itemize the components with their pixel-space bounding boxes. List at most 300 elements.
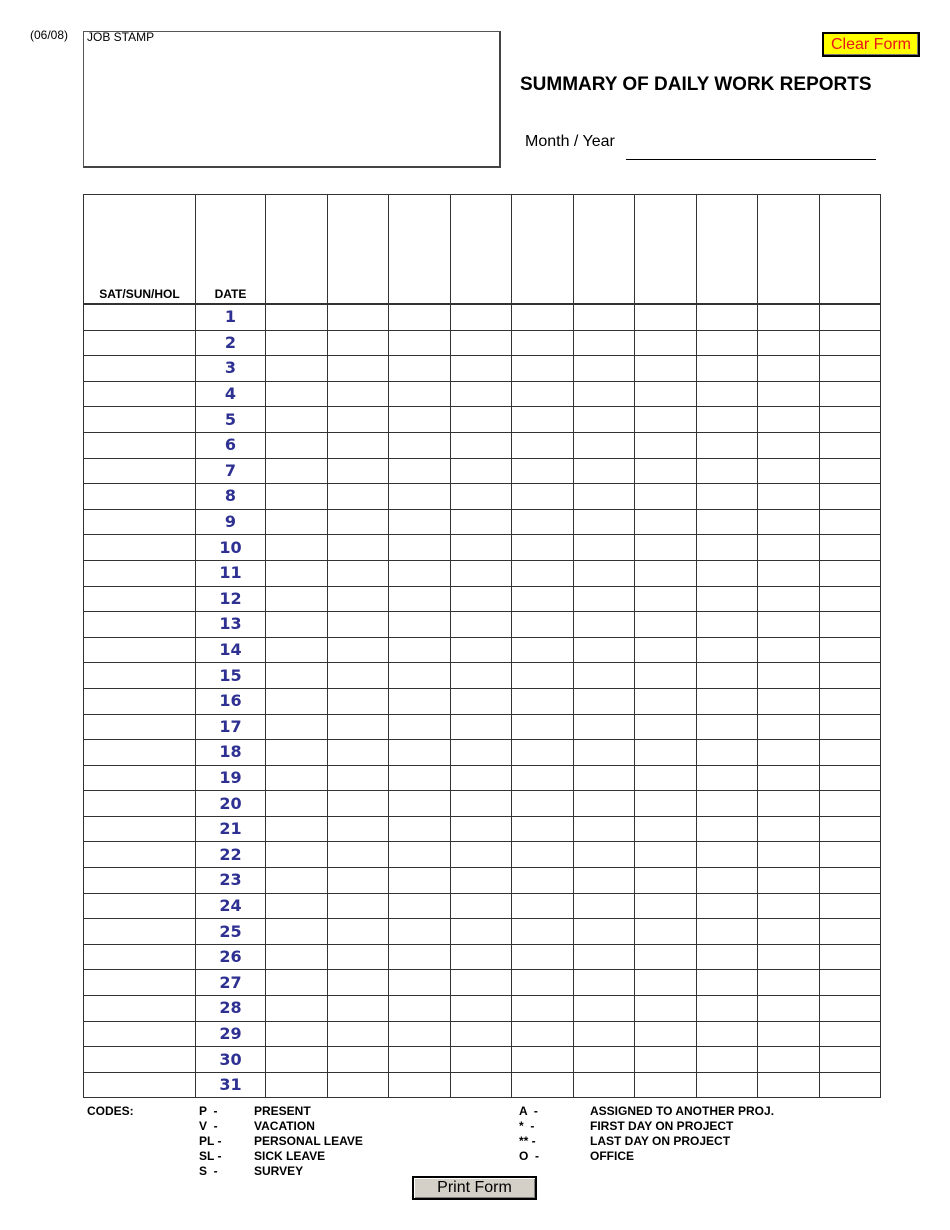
entry-cell[interactable] — [758, 509, 820, 535]
entry-cell[interactable] — [327, 714, 389, 740]
entry-cell[interactable] — [327, 586, 389, 612]
entry-cell[interactable] — [696, 484, 758, 510]
entry-cell[interactable] — [327, 944, 389, 970]
entry-cell[interactable] — [512, 868, 574, 894]
entry-cell[interactable] — [758, 637, 820, 663]
entry-cell[interactable] — [758, 586, 820, 612]
entry-cell[interactable] — [573, 432, 635, 458]
job-stamp-box[interactable] — [83, 31, 501, 168]
entry-cell[interactable] — [819, 919, 881, 945]
entry-cell[interactable] — [512, 432, 574, 458]
entry-cell[interactable] — [327, 432, 389, 458]
sat-sun-hol-cell[interactable] — [84, 765, 196, 791]
entry-cell[interactable] — [696, 381, 758, 407]
sat-sun-hol-cell[interactable] — [84, 714, 196, 740]
entry-cell[interactable] — [389, 330, 451, 356]
entry-cell[interactable] — [327, 816, 389, 842]
entry-cell[interactable] — [819, 381, 881, 407]
entry-cell[interactable] — [450, 637, 512, 663]
entry-cell[interactable] — [819, 407, 881, 433]
entry-cell[interactable] — [512, 381, 574, 407]
entry-cell[interactable] — [696, 1072, 758, 1098]
entry-cell[interactable] — [635, 304, 697, 330]
entry-cell[interactable] — [696, 740, 758, 766]
entry-cell[interactable] — [696, 509, 758, 535]
entry-cell[interactable] — [512, 535, 574, 561]
entry-cell[interactable] — [573, 637, 635, 663]
sat-sun-hol-cell[interactable] — [84, 612, 196, 638]
entry-cell[interactable] — [696, 816, 758, 842]
entry-cell[interactable] — [389, 970, 451, 996]
entry-cell[interactable] — [512, 560, 574, 586]
entry-cell[interactable] — [389, 765, 451, 791]
entry-cell[interactable] — [758, 356, 820, 382]
entry-cell[interactable] — [573, 740, 635, 766]
sat-sun-hol-cell[interactable] — [84, 330, 196, 356]
entry-cell[interactable] — [389, 1072, 451, 1098]
entry-cell[interactable] — [327, 1021, 389, 1047]
entry-cell[interactable] — [389, 458, 451, 484]
entry-cell[interactable] — [819, 1047, 881, 1073]
entry-cell[interactable] — [573, 612, 635, 638]
entry-cell[interactable] — [635, 637, 697, 663]
entry-cell[interactable] — [635, 868, 697, 894]
entry-cell[interactable] — [327, 330, 389, 356]
entry-cell[interactable] — [266, 330, 328, 356]
entry-cell[interactable] — [758, 1072, 820, 1098]
entry-cell[interactable] — [512, 509, 574, 535]
entry-cell[interactable] — [696, 1047, 758, 1073]
entry-cell[interactable] — [635, 714, 697, 740]
entry-cell[interactable] — [758, 740, 820, 766]
entry-cell[interactable] — [696, 944, 758, 970]
entry-cell[interactable] — [327, 740, 389, 766]
entry-cell[interactable] — [450, 1047, 512, 1073]
entry-cell[interactable] — [819, 842, 881, 868]
sat-sun-hol-cell[interactable] — [84, 663, 196, 689]
entry-cell[interactable] — [635, 842, 697, 868]
entry-cell[interactable] — [512, 1021, 574, 1047]
entry-cell[interactable] — [819, 637, 881, 663]
entry-cell[interactable] — [327, 765, 389, 791]
entry-cell[interactable] — [758, 407, 820, 433]
entry-cell[interactable] — [266, 458, 328, 484]
entry-cell[interactable] — [389, 842, 451, 868]
entry-cell[interactable] — [573, 868, 635, 894]
sat-sun-hol-cell[interactable] — [84, 944, 196, 970]
entry-cell[interactable] — [327, 304, 389, 330]
entry-cell[interactable] — [512, 407, 574, 433]
entry-cell[interactable] — [573, 842, 635, 868]
entry-cell[interactable] — [327, 919, 389, 945]
entry-cell[interactable] — [635, 432, 697, 458]
entry-cell[interactable] — [573, 330, 635, 356]
sat-sun-hol-cell[interactable] — [84, 535, 196, 561]
entry-cell[interactable] — [635, 919, 697, 945]
entry-cell[interactable] — [635, 663, 697, 689]
entry-cell[interactable] — [327, 1072, 389, 1098]
entry-cell[interactable] — [512, 714, 574, 740]
entry-cell[interactable] — [635, 1047, 697, 1073]
entry-cell[interactable] — [512, 586, 574, 612]
entry-cell[interactable] — [819, 996, 881, 1022]
entry-cell[interactable] — [266, 816, 328, 842]
entry-cell[interactable] — [635, 765, 697, 791]
entry-cell[interactable] — [819, 484, 881, 510]
entry-cell[interactable] — [450, 893, 512, 919]
entry-cell[interactable] — [758, 612, 820, 638]
sat-sun-hol-cell[interactable] — [84, 688, 196, 714]
entry-cell[interactable] — [512, 765, 574, 791]
entry-cell[interactable] — [389, 996, 451, 1022]
sat-sun-hol-cell[interactable] — [84, 407, 196, 433]
entry-cell[interactable] — [758, 1021, 820, 1047]
entry-cell[interactable] — [389, 586, 451, 612]
entry-cell[interactable] — [450, 868, 512, 894]
entry-cell[interactable] — [819, 612, 881, 638]
entry-cell[interactable] — [450, 484, 512, 510]
entry-cell[interactable] — [696, 586, 758, 612]
entry-cell[interactable] — [389, 407, 451, 433]
entry-cell[interactable] — [635, 816, 697, 842]
entry-cell[interactable] — [573, 765, 635, 791]
entry-cell[interactable] — [819, 458, 881, 484]
entry-cell[interactable] — [327, 970, 389, 996]
entry-cell[interactable] — [696, 1021, 758, 1047]
sat-sun-hol-cell[interactable] — [84, 1021, 196, 1047]
entry-cell[interactable] — [573, 816, 635, 842]
entry-cell[interactable] — [389, 740, 451, 766]
entry-cell[interactable] — [696, 919, 758, 945]
entry-cell[interactable] — [266, 535, 328, 561]
entry-cell[interactable] — [573, 484, 635, 510]
entry-cell[interactable] — [512, 740, 574, 766]
entry-cell[interactable] — [573, 586, 635, 612]
entry-cell[interactable] — [696, 432, 758, 458]
entry-cell[interactable] — [389, 663, 451, 689]
entry-cell[interactable] — [512, 458, 574, 484]
entry-cell[interactable] — [758, 765, 820, 791]
entry-cell[interactable] — [573, 304, 635, 330]
entry-cell[interactable] — [266, 1021, 328, 1047]
sat-sun-hol-cell[interactable] — [84, 816, 196, 842]
entry-cell[interactable] — [635, 407, 697, 433]
entry-cell[interactable] — [819, 1072, 881, 1098]
entry-cell[interactable] — [450, 970, 512, 996]
entry-cell[interactable] — [450, 791, 512, 817]
entry-cell[interactable] — [819, 816, 881, 842]
sat-sun-hol-cell[interactable] — [84, 996, 196, 1022]
sat-sun-hol-cell[interactable] — [84, 740, 196, 766]
entry-cell[interactable] — [758, 458, 820, 484]
entry-cell[interactable] — [327, 484, 389, 510]
sat-sun-hol-cell[interactable] — [84, 970, 196, 996]
entry-cell[interactable] — [327, 637, 389, 663]
entry-cell[interactable] — [450, 509, 512, 535]
entry-cell[interactable] — [819, 535, 881, 561]
entry-cell[interactable] — [819, 740, 881, 766]
entry-cell[interactable] — [573, 1021, 635, 1047]
entry-cell[interactable] — [450, 560, 512, 586]
entry-cell[interactable] — [696, 458, 758, 484]
entry-cell[interactable] — [758, 1047, 820, 1073]
entry-cell[interactable] — [696, 970, 758, 996]
entry-cell[interactable] — [389, 919, 451, 945]
entry-cell[interactable] — [389, 304, 451, 330]
entry-cell[interactable] — [635, 560, 697, 586]
sat-sun-hol-cell[interactable] — [84, 356, 196, 382]
entry-cell[interactable] — [327, 535, 389, 561]
entry-cell[interactable] — [573, 407, 635, 433]
sat-sun-hol-cell[interactable] — [84, 1047, 196, 1073]
entry-cell[interactable] — [635, 535, 697, 561]
entry-cell[interactable] — [450, 944, 512, 970]
entry-cell[interactable] — [635, 893, 697, 919]
entry-cell[interactable] — [573, 663, 635, 689]
entry-cell[interactable] — [758, 868, 820, 894]
entry-cell[interactable] — [635, 381, 697, 407]
entry-cell[interactable] — [266, 560, 328, 586]
entry-cell[interactable] — [266, 893, 328, 919]
entry-cell[interactable] — [635, 509, 697, 535]
entry-cell[interactable] — [819, 509, 881, 535]
entry-cell[interactable] — [635, 330, 697, 356]
entry-cell[interactable] — [450, 432, 512, 458]
entry-cell[interactable] — [266, 304, 328, 330]
entry-cell[interactable] — [573, 944, 635, 970]
sat-sun-hol-cell[interactable] — [84, 560, 196, 586]
entry-cell[interactable] — [758, 816, 820, 842]
sat-sun-hol-cell[interactable] — [84, 868, 196, 894]
entry-cell[interactable] — [266, 407, 328, 433]
entry-cell[interactable] — [696, 637, 758, 663]
entry-cell[interactable] — [327, 996, 389, 1022]
entry-cell[interactable] — [758, 304, 820, 330]
entry-cell[interactable] — [327, 842, 389, 868]
entry-cell[interactable] — [758, 714, 820, 740]
entry-cell[interactable] — [635, 970, 697, 996]
entry-cell[interactable] — [696, 868, 758, 894]
entry-cell[interactable] — [819, 970, 881, 996]
entry-cell[interactable] — [389, 1021, 451, 1047]
entry-cell[interactable] — [635, 1072, 697, 1098]
entry-cell[interactable] — [266, 791, 328, 817]
sat-sun-hol-cell[interactable] — [84, 1072, 196, 1098]
entry-cell[interactable] — [327, 688, 389, 714]
entry-cell[interactable] — [696, 996, 758, 1022]
entry-cell[interactable] — [758, 560, 820, 586]
entry-cell[interactable] — [696, 688, 758, 714]
entry-cell[interactable] — [266, 714, 328, 740]
entry-cell[interactable] — [389, 637, 451, 663]
entry-cell[interactable] — [573, 688, 635, 714]
entry-cell[interactable] — [512, 330, 574, 356]
entry-cell[interactable] — [635, 1021, 697, 1047]
sat-sun-hol-cell[interactable] — [84, 432, 196, 458]
entry-cell[interactable] — [389, 1047, 451, 1073]
entry-cell[interactable] — [450, 612, 512, 638]
entry-cell[interactable] — [758, 970, 820, 996]
entry-cell[interactable] — [266, 484, 328, 510]
entry-cell[interactable] — [266, 432, 328, 458]
entry-cell[interactable] — [573, 919, 635, 945]
entry-cell[interactable] — [819, 356, 881, 382]
entry-cell[interactable] — [635, 791, 697, 817]
entry-cell[interactable] — [450, 356, 512, 382]
entry-cell[interactable] — [758, 688, 820, 714]
entry-cell[interactable] — [635, 996, 697, 1022]
entry-cell[interactable] — [266, 356, 328, 382]
sat-sun-hol-cell[interactable] — [84, 381, 196, 407]
entry-cell[interactable] — [266, 663, 328, 689]
entry-cell[interactable] — [696, 356, 758, 382]
entry-cell[interactable] — [512, 919, 574, 945]
entry-cell[interactable] — [819, 304, 881, 330]
entry-cell[interactable] — [512, 688, 574, 714]
entry-cell[interactable] — [512, 612, 574, 638]
entry-cell[interactable] — [512, 944, 574, 970]
entry-cell[interactable] — [696, 560, 758, 586]
entry-cell[interactable] — [635, 458, 697, 484]
entry-cell[interactable] — [389, 868, 451, 894]
entry-cell[interactable] — [819, 432, 881, 458]
sat-sun-hol-cell[interactable] — [84, 484, 196, 510]
entry-cell[interactable] — [266, 740, 328, 766]
entry-cell[interactable] — [696, 893, 758, 919]
entry-cell[interactable] — [635, 612, 697, 638]
entry-cell[interactable] — [450, 765, 512, 791]
entry-cell[interactable] — [635, 356, 697, 382]
entry-cell[interactable] — [512, 484, 574, 510]
entry-cell[interactable] — [450, 996, 512, 1022]
entry-cell[interactable] — [573, 791, 635, 817]
entry-cell[interactable] — [758, 432, 820, 458]
entry-cell[interactable] — [389, 612, 451, 638]
entry-cell[interactable] — [389, 535, 451, 561]
entry-cell[interactable] — [327, 893, 389, 919]
entry-cell[interactable] — [266, 868, 328, 894]
entry-cell[interactable] — [696, 304, 758, 330]
clear-form-button[interactable]: Clear Form — [822, 32, 920, 57]
entry-cell[interactable] — [512, 663, 574, 689]
entry-cell[interactable] — [696, 765, 758, 791]
entry-cell[interactable] — [819, 791, 881, 817]
entry-cell[interactable] — [266, 970, 328, 996]
entry-cell[interactable] — [389, 944, 451, 970]
entry-cell[interactable] — [819, 663, 881, 689]
entry-cell[interactable] — [389, 484, 451, 510]
entry-cell[interactable] — [450, 740, 512, 766]
entry-cell[interactable] — [389, 560, 451, 586]
entry-cell[interactable] — [758, 381, 820, 407]
entry-cell[interactable] — [327, 356, 389, 382]
entry-cell[interactable] — [512, 842, 574, 868]
sat-sun-hol-cell[interactable] — [84, 791, 196, 817]
entry-cell[interactable] — [266, 612, 328, 638]
entry-cell[interactable] — [266, 688, 328, 714]
sat-sun-hol-cell[interactable] — [84, 637, 196, 663]
entry-cell[interactable] — [389, 816, 451, 842]
sat-sun-hol-cell[interactable] — [84, 893, 196, 919]
entry-cell[interactable] — [389, 381, 451, 407]
entry-cell[interactable] — [266, 842, 328, 868]
entry-cell[interactable] — [819, 330, 881, 356]
sat-sun-hol-cell[interactable] — [84, 586, 196, 612]
entry-cell[interactable] — [327, 509, 389, 535]
entry-cell[interactable] — [635, 740, 697, 766]
entry-cell[interactable] — [266, 509, 328, 535]
entry-cell[interactable] — [266, 381, 328, 407]
entry-cell[interactable] — [266, 765, 328, 791]
entry-cell[interactable] — [389, 356, 451, 382]
sat-sun-hol-cell[interactable] — [84, 509, 196, 535]
entry-cell[interactable] — [450, 304, 512, 330]
entry-cell[interactable] — [819, 714, 881, 740]
entry-cell[interactable] — [758, 330, 820, 356]
entry-cell[interactable] — [389, 509, 451, 535]
entry-cell[interactable] — [266, 1047, 328, 1073]
entry-cell[interactable] — [573, 893, 635, 919]
entry-cell[interactable] — [266, 637, 328, 663]
entry-cell[interactable] — [573, 535, 635, 561]
entry-cell[interactable] — [389, 714, 451, 740]
entry-cell[interactable] — [450, 663, 512, 689]
entry-cell[interactable] — [450, 535, 512, 561]
entry-cell[interactable] — [512, 637, 574, 663]
entry-cell[interactable] — [573, 356, 635, 382]
entry-cell[interactable] — [512, 996, 574, 1022]
entry-cell[interactable] — [696, 791, 758, 817]
entry-cell[interactable] — [389, 791, 451, 817]
entry-cell[interactable] — [758, 919, 820, 945]
entry-cell[interactable] — [819, 688, 881, 714]
entry-cell[interactable] — [696, 842, 758, 868]
entry-cell[interactable] — [573, 560, 635, 586]
entry-cell[interactable] — [266, 996, 328, 1022]
entry-cell[interactable] — [573, 970, 635, 996]
entry-cell[interactable] — [635, 586, 697, 612]
entry-cell[interactable] — [450, 330, 512, 356]
entry-cell[interactable] — [696, 714, 758, 740]
entry-cell[interactable] — [450, 816, 512, 842]
entry-cell[interactable] — [819, 944, 881, 970]
entry-cell[interactable] — [450, 842, 512, 868]
entry-cell[interactable] — [758, 944, 820, 970]
entry-cell[interactable] — [758, 996, 820, 1022]
entry-cell[interactable] — [512, 893, 574, 919]
sat-sun-hol-cell[interactable] — [84, 304, 196, 330]
sat-sun-hol-cell[interactable] — [84, 919, 196, 945]
entry-cell[interactable] — [696, 535, 758, 561]
entry-cell[interactable] — [327, 458, 389, 484]
entry-cell[interactable] — [573, 1072, 635, 1098]
entry-cell[interactable] — [327, 381, 389, 407]
entry-cell[interactable] — [450, 458, 512, 484]
sat-sun-hol-cell[interactable] — [84, 842, 196, 868]
entry-cell[interactable] — [573, 714, 635, 740]
print-form-button[interactable]: Print Form — [412, 1176, 537, 1200]
entry-cell[interactable] — [512, 1047, 574, 1073]
entry-cell[interactable] — [573, 458, 635, 484]
entry-cell[interactable] — [819, 1021, 881, 1047]
entry-cell[interactable] — [819, 893, 881, 919]
entry-cell[interactable] — [327, 560, 389, 586]
entry-cell[interactable] — [327, 612, 389, 638]
entry-cell[interactable] — [512, 816, 574, 842]
entry-cell[interactable] — [573, 1047, 635, 1073]
entry-cell[interactable] — [758, 484, 820, 510]
entry-cell[interactable] — [450, 714, 512, 740]
